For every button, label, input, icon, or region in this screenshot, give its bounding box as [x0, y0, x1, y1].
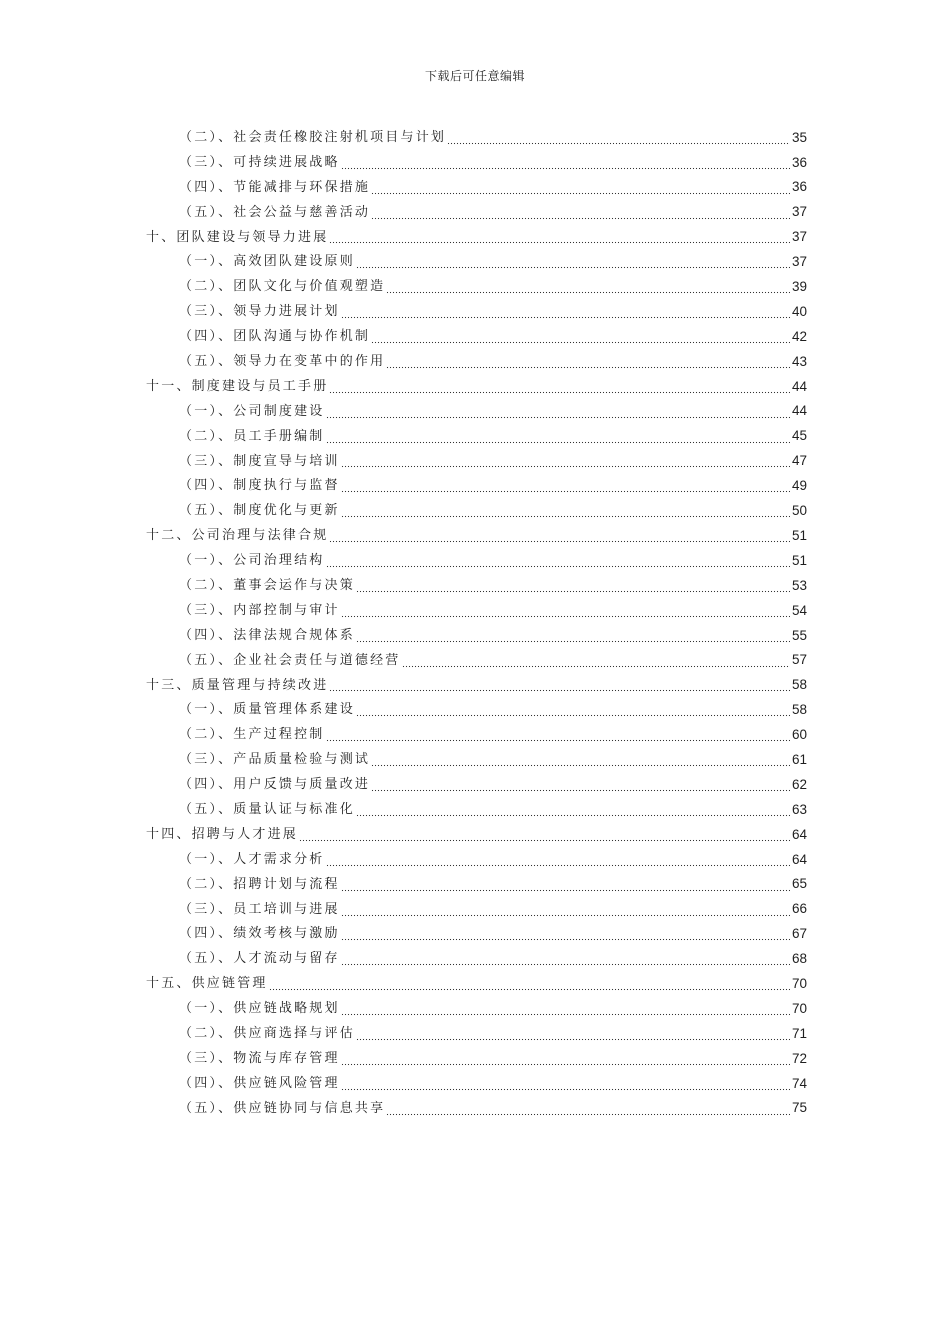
- table-of-contents: [146, 125, 807, 1121]
- toc-page-number: 54: [791, 602, 807, 618]
- toc-page-number: 44: [791, 378, 807, 394]
- toc-page-number: 37: [791, 204, 807, 220]
- toc-section-entry[interactable]: [146, 598, 807, 623]
- toc-dot-leader: [371, 779, 790, 792]
- toc-entry-title: （三）、产品质量检验与测试: [179, 752, 371, 768]
- toc-entry-title: （五）、社会公益与慈善活动: [179, 204, 371, 220]
- toc-section-entry[interactable]: [146, 623, 807, 648]
- toc-dot-leader: [356, 256, 790, 269]
- toc-dot-leader: [341, 157, 790, 170]
- toc-dot-leader: [386, 356, 790, 369]
- toc-chapter-entry[interactable]: [146, 523, 807, 548]
- toc-page-number: 42: [791, 328, 807, 344]
- toc-dot-leader: [356, 704, 790, 717]
- toc-entry-title: （四）、供应链风险管理: [179, 1075, 340, 1091]
- toc-page-number: 37: [791, 254, 807, 270]
- toc-entry-title: （一）、供应链战略规划: [179, 1001, 340, 1017]
- toc-entry-title: （一）、公司治理结构: [179, 553, 325, 569]
- toc-entry-title: （一）、高效团队建设原则: [179, 254, 355, 270]
- toc-section-entry[interactable]: [146, 946, 807, 971]
- toc-dot-leader: [329, 381, 790, 394]
- toc-entry-title: 十五、供应链管理: [146, 976, 268, 992]
- toc-entry-title: （三）、物流与库存管理: [179, 1050, 340, 1066]
- toc-entry-title: 十三、质量管理与持续改进: [146, 677, 329, 693]
- toc-page-number: 60: [791, 727, 807, 743]
- toc-section-entry[interactable]: [146, 747, 807, 772]
- toc-dot-leader: [341, 505, 790, 518]
- toc-section-entry[interactable]: [146, 249, 807, 274]
- page-header-note: 下载后可任意编辑: [424, 69, 525, 83]
- toc-dot-leader: [341, 605, 790, 618]
- toc-section-entry[interactable]: [146, 299, 807, 324]
- toc-dot-leader: [329, 679, 790, 692]
- toc-page-number: 57: [791, 652, 807, 668]
- toc-page-number: 55: [791, 627, 807, 643]
- toc-page-number: 50: [791, 503, 807, 519]
- toc-entry-title: （三）、员工培训与进展: [179, 901, 340, 917]
- toc-chapter-entry[interactable]: [146, 971, 807, 996]
- toc-dot-leader: [356, 630, 790, 643]
- toc-dot-leader: [329, 231, 790, 244]
- toc-page-number: 43: [791, 353, 807, 369]
- toc-entry-title: （二）、招聘计划与流程: [179, 876, 340, 892]
- toc-entry-title: （四）、节能减排与环保措施: [179, 179, 371, 195]
- toc-page-number: 70: [791, 1000, 807, 1016]
- toc-entry-title: （二）、生产过程控制: [179, 727, 325, 743]
- toc-entry-title: （二）、董事会运作与决策: [179, 577, 355, 593]
- toc-entry-title: （四）、用户反馈与质量改进: [179, 777, 371, 793]
- toc-dot-leader: [341, 953, 790, 966]
- toc-section-entry[interactable]: [146, 872, 807, 897]
- toc-section-entry[interactable]: [146, 498, 807, 523]
- toc-dot-leader: [356, 804, 790, 817]
- toc-dot-leader: [341, 1053, 790, 1066]
- toc-dot-leader: [341, 306, 790, 319]
- toc-section-entry[interactable]: [146, 847, 807, 872]
- toc-section-entry[interactable]: [146, 125, 807, 150]
- toc-section-entry[interactable]: [146, 175, 807, 200]
- toc-entry-title: （四）、法律法规合规体系: [179, 627, 355, 643]
- toc-section-entry[interactable]: [146, 324, 807, 349]
- toc-page-number: 35: [791, 129, 807, 145]
- toc-entry-title: （五）、人才流动与留存: [179, 951, 340, 967]
- toc-page-number: 70: [791, 975, 807, 991]
- toc-section-entry[interactable]: [146, 1046, 807, 1071]
- toc-entry-title: （三）、制度宣导与培训: [179, 453, 340, 469]
- toc-page-number: 47: [791, 453, 807, 469]
- toc-dot-leader: [299, 829, 790, 842]
- toc-section-entry[interactable]: [146, 573, 807, 598]
- toc-dot-leader: [326, 406, 790, 419]
- toc-page-number: 58: [791, 677, 807, 693]
- toc-chapter-entry[interactable]: [146, 225, 807, 250]
- toc-dot-leader: [341, 928, 790, 941]
- toc-page-number: 68: [791, 951, 807, 967]
- toc-entry-title: 十、团队建设与领导力进展: [146, 229, 329, 245]
- toc-entry-title: （四）、绩效考核与激励: [179, 926, 340, 942]
- toc-dot-leader: [341, 1003, 790, 1016]
- toc-dot-leader: [356, 580, 790, 593]
- toc-section-entry[interactable]: [146, 697, 807, 722]
- toc-entry-title: （五）、供应链协同与信息共享: [179, 1100, 386, 1116]
- toc-page-number: 71: [791, 1025, 807, 1041]
- toc-page-number: 61: [791, 751, 807, 767]
- toc-dot-leader: [341, 879, 790, 892]
- toc-section-entry[interactable]: [146, 449, 807, 474]
- toc-page-number: 40: [791, 303, 807, 319]
- toc-chapter-entry[interactable]: [146, 374, 807, 399]
- toc-page-number: 58: [791, 702, 807, 718]
- toc-dot-leader: [371, 331, 790, 344]
- toc-page-number: 36: [791, 154, 807, 170]
- toc-page-number: 51: [791, 527, 807, 543]
- toc-entry-title: （三）、领导力进展计划: [179, 304, 340, 320]
- toc-entry-title: （五）、质量认证与标准化: [179, 801, 355, 817]
- toc-dot-leader: [371, 207, 790, 220]
- toc-dot-leader: [326, 729, 790, 742]
- toc-dot-leader: [341, 904, 790, 917]
- toc-section-entry[interactable]: [146, 922, 807, 947]
- toc-dot-leader: [326, 431, 790, 444]
- toc-page-number: 64: [791, 851, 807, 867]
- toc-entry-title: （五）、制度优化与更新: [179, 503, 340, 519]
- toc-page-number: 75: [791, 1100, 807, 1116]
- toc-entry-title: （三）、可持续进展战略: [179, 154, 340, 170]
- toc-dot-leader: [371, 754, 790, 767]
- toc-entry-title: （四）、团队沟通与协作机制: [179, 329, 371, 345]
- toc-page-number: 62: [791, 776, 807, 792]
- toc-page-number: 45: [791, 428, 807, 444]
- toc-section-entry[interactable]: [146, 1021, 807, 1046]
- toc-entry-title: （一）、人才需求分析: [179, 851, 325, 867]
- toc-section-entry[interactable]: [146, 772, 807, 797]
- toc-dot-leader: [326, 555, 790, 568]
- toc-dot-leader: [341, 1078, 790, 1091]
- toc-section-entry[interactable]: [146, 897, 807, 922]
- toc-dot-leader: [329, 530, 790, 543]
- toc-dot-leader: [371, 182, 790, 195]
- toc-dot-leader: [386, 1103, 790, 1116]
- toc-dot-leader: [386, 281, 790, 294]
- toc-section-entry[interactable]: [146, 996, 807, 1021]
- toc-entry-title: （一）、公司制度建设: [179, 403, 325, 419]
- toc-entry-title: （二）、供应商选择与评估: [179, 1026, 355, 1041]
- toc-page-number: 63: [791, 801, 807, 817]
- toc-section-entry[interactable]: [146, 797, 807, 822]
- toc-dot-leader: [269, 978, 790, 991]
- toc-entry-title: 十四、招聘与人才进展: [146, 826, 299, 842]
- toc-entry-title: （四）、制度执行与监督: [179, 478, 340, 494]
- toc-section-entry[interactable]: [146, 424, 807, 449]
- toc-entry-title: （五）、企业社会责任与道德经营: [179, 652, 401, 668]
- toc-dot-leader: [341, 480, 790, 493]
- toc-page-number: 49: [791, 478, 807, 494]
- toc-entry-title: （二）、团队文化与价值观塑造: [179, 279, 386, 295]
- toc-dot-leader: [356, 1028, 790, 1041]
- toc-section-entry[interactable]: [146, 399, 807, 424]
- toc-chapter-entry[interactable]: [146, 673, 807, 698]
- toc-section-entry[interactable]: [146, 150, 807, 175]
- toc-entry-title: （三）、内部控制与审计: [179, 602, 340, 618]
- toc-section-entry[interactable]: [146, 473, 807, 498]
- toc-entry-title: 十二、公司治理与法律合规: [146, 528, 329, 544]
- toc-page-number: 65: [791, 876, 807, 892]
- toc-entry-title: （一）、质量管理体系建设: [179, 702, 355, 718]
- toc-section-entry[interactable]: [146, 1096, 807, 1121]
- toc-entry-title: 十一、制度建设与员工手册: [146, 378, 329, 394]
- toc-dot-leader: [447, 132, 790, 145]
- toc-section-entry[interactable]: [146, 200, 807, 225]
- toc-page-number: 66: [791, 901, 807, 917]
- toc-section-entry[interactable]: [146, 1071, 807, 1096]
- toc-dot-leader: [326, 854, 790, 867]
- toc-dot-leader: [402, 655, 790, 668]
- toc-page-number: 74: [791, 1075, 807, 1091]
- toc-section-entry[interactable]: [146, 648, 807, 673]
- toc-entry-title: （五）、领导力在变革中的作用: [179, 353, 386, 369]
- toc-page-number: 67: [791, 926, 807, 942]
- toc-page-number: 44: [791, 403, 807, 419]
- toc-page-number: 64: [791, 826, 807, 842]
- toc-section-entry[interactable]: [146, 548, 807, 573]
- toc-entry-title: （二）、社会责任橡胶注射机项目与计划: [179, 129, 447, 145]
- toc-page-number: 51: [791, 552, 807, 568]
- toc-section-entry[interactable]: [146, 349, 807, 374]
- toc-page-number: 37: [791, 229, 807, 245]
- toc-dot-leader: [341, 455, 790, 468]
- toc-page-number: 53: [791, 577, 807, 593]
- toc-section-entry[interactable]: [146, 274, 807, 299]
- toc-entry-title: （二）、员工手册编制: [179, 428, 325, 444]
- toc-chapter-entry[interactable]: [146, 822, 807, 847]
- toc-page-number: 39: [791, 279, 807, 295]
- toc-page-number: 36: [791, 179, 807, 195]
- toc-section-entry[interactable]: [146, 722, 807, 747]
- toc-page-number: 72: [791, 1050, 807, 1066]
